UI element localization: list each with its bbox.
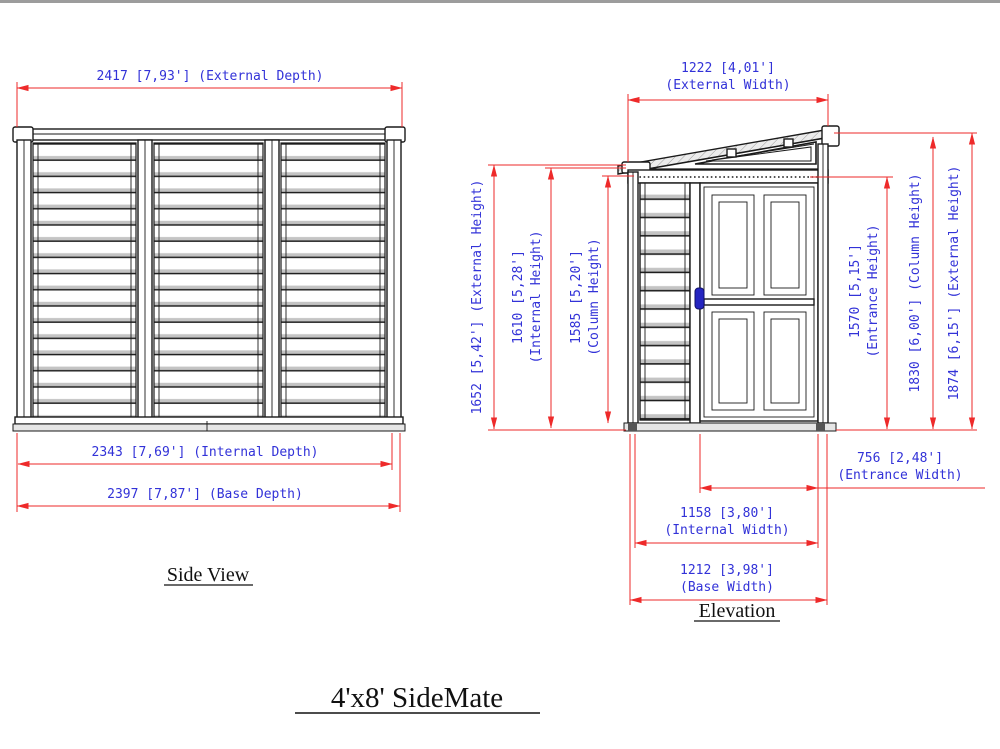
dim-label-column-height-left-name: (Column Height) bbox=[587, 238, 602, 356]
dim-label-entrance-width-name: (Entrance Width) bbox=[837, 468, 963, 483]
dim-label-internal-depth: 2343 [7,69'] (Internal Depth) bbox=[91, 445, 319, 460]
drawing-title: 4'x8' SideMate bbox=[330, 682, 504, 714]
dim-internal-width bbox=[635, 434, 818, 548]
dim-label-entrance-width-value: 756 [2,48'] bbox=[856, 451, 944, 466]
dim-label-internal-width-value: 1158 [3,80'] bbox=[680, 506, 774, 521]
dim-entrance-width bbox=[700, 434, 985, 493]
dim-column-height-left bbox=[569, 176, 634, 423]
dim-external-height-left bbox=[470, 165, 626, 430]
top-border-line bbox=[0, 0, 1000, 3]
dim-label-external-height-right: 1874 [6,15'] (External Height) bbox=[947, 165, 962, 401]
dim-label-internal-height-value: 1610 [5,28'] bbox=[511, 250, 526, 344]
elevation bbox=[470, 61, 985, 622]
dim-label-external-height-left: 1652 [5,42'] (External Height) bbox=[470, 179, 485, 415]
dim-external-depth bbox=[17, 69, 402, 127]
elevation-caption: Elevation bbox=[698, 600, 776, 622]
side-view-caption: Side View bbox=[166, 564, 250, 586]
side-view-shed-drawing bbox=[13, 127, 405, 431]
dim-label-internal-width-name: (Internal Width) bbox=[664, 523, 790, 538]
dim-label-external-width-value: 1222 [4,01'] bbox=[681, 61, 775, 76]
dim-label-column-height-right: 1830 [6,00'] (Column Height) bbox=[908, 173, 923, 393]
dim-external-height-right bbox=[947, 133, 972, 429]
dim-label-entrance-height-name: (Entrance Height) bbox=[866, 224, 881, 358]
dim-label-external-width-name: (External Width) bbox=[665, 78, 791, 93]
dim-label-entrance-height-value: 1570 [5,15'] bbox=[848, 244, 863, 338]
dim-label-column-height-left-value: 1585 [5,20'] bbox=[569, 250, 584, 344]
dim-label-base-depth: 2397 [7,87'] (Base Depth) bbox=[107, 487, 303, 502]
dim-label-internal-height-name: (Internal Height) bbox=[529, 230, 544, 364]
dim-label-external-depth: 2417 [7,93'] (External Depth) bbox=[96, 69, 324, 84]
elevation-shed-drawing bbox=[618, 126, 839, 431]
door-handle bbox=[695, 288, 704, 309]
dim-label-base-width-name: (Base Width) bbox=[680, 580, 774, 595]
side-view bbox=[13, 69, 405, 586]
dim-label-base-width-value: 1212 [3,98'] bbox=[680, 563, 774, 578]
